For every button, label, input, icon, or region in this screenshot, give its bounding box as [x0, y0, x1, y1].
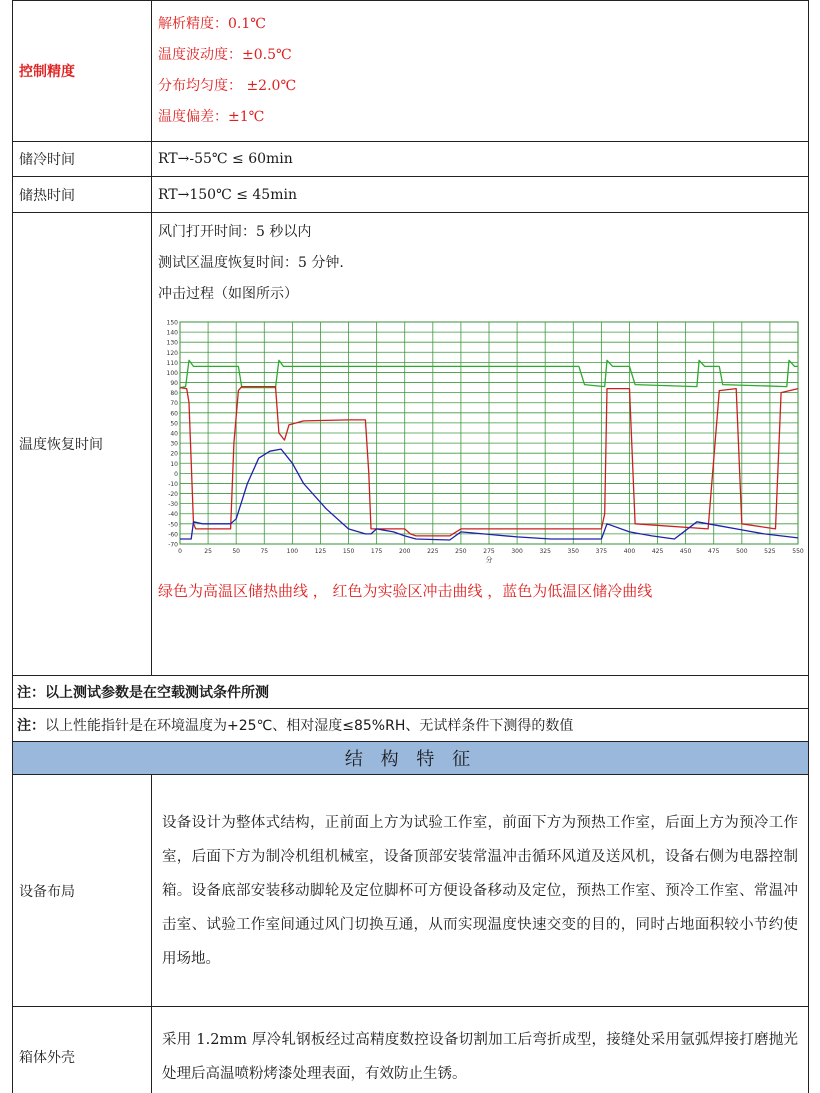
control-line-4: 温度偏差：±1℃: [158, 109, 265, 125]
x-tick-label: 0: [178, 548, 182, 555]
y-tick-label: 50: [170, 420, 178, 428]
x-tick-label: 300: [511, 548, 523, 555]
x-tick-label: 450: [679, 548, 692, 555]
control-line-1: 解析精度：0.1℃: [158, 16, 266, 32]
y-tick-label: 90: [170, 380, 178, 388]
y-tick-label: -10: [168, 480, 178, 488]
y-tick-label: 80: [170, 390, 178, 398]
x-tick-label: 100: [286, 548, 299, 555]
x-tick-label: 150: [342, 548, 355, 555]
chart-container: [158, 310, 808, 575]
y-tick-label: 0: [174, 470, 178, 478]
x-axis-label: 分: [485, 556, 493, 564]
control-line-3: 分布均匀度： ±2.0℃: [158, 78, 297, 94]
layout-label: 设备布局: [13, 775, 152, 1007]
shell-label: 箱体外壳: [13, 1007, 152, 1093]
x-tick-label: 375: [595, 548, 608, 555]
x-tick-label: 200: [399, 548, 411, 555]
x-tick-label: 250: [455, 548, 467, 555]
x-tick-label: 525: [764, 548, 776, 555]
y-tick-label: -70: [168, 541, 178, 549]
cold-storage-row: [13, 142, 809, 177]
x-tick-label: 125: [314, 548, 327, 555]
cold-storage-label: 储冷时间: [13, 142, 152, 177]
recovery-line-3: 冲击过程（如图所示）: [158, 286, 298, 302]
x-tick-label: 75: [260, 548, 269, 555]
y-tick-label: 120: [166, 349, 178, 357]
heat-storage-row: [13, 177, 809, 213]
note-row-1: [13, 676, 809, 709]
y-tick-label: -20: [168, 491, 178, 499]
y-tick-label: 140: [166, 329, 178, 337]
y-tick-label: 70: [170, 400, 178, 408]
x-tick-label: 350: [567, 548, 579, 555]
spec-table: [12, 0, 809, 1093]
shell-row: [13, 1007, 809, 1093]
note-row-2: [13, 709, 809, 742]
layout-text: 设备设计为整体式结构，正前面上方为试验工作室，前面下方为预热工作室，后面上方为预冷工作室，后面下方为制冷机组机械室，设备顶部安装常温冲击循环风道及送风机，设备右侧为电器控制箱。设备底部安装移动脚轮及定位脚杯可方便设备移动及定位，预热工作室、预冷工作室、常温冲击室、试验工作室间通过风门切换互通，从而实现温度快速交变的目的，同时占地面积较小节约使用场地。: [162, 814, 798, 967]
x-tick-label: 400: [623, 548, 636, 555]
y-tick-label: 60: [170, 410, 178, 418]
y-tick-label: 20: [170, 450, 178, 458]
y-tick-label: 30: [170, 440, 178, 448]
shell-text: 采用 1.2mm 厚冷轧钢板经过高精度数控设备切割加工后弯折成型，接缝处采用氩弧焊接打磨抛光处理后高温喷粉烤漆处理表面，有效防止生锈。: [162, 1031, 798, 1082]
y-tick-label: -30: [168, 501, 178, 509]
control-line-2: 温度波动度：±0.5℃: [158, 47, 292, 63]
x-tick-label: 550: [792, 548, 804, 555]
layout-row: [13, 775, 809, 1007]
structure-header: 结 构 特 征: [13, 742, 809, 775]
x-tick-label: 175: [370, 548, 383, 555]
x-tick-label: 425: [651, 548, 664, 555]
y-tick-label: 110: [166, 359, 178, 367]
note-2-prefix: 注：: [17, 718, 45, 734]
control-precision-label: 控制精度: [13, 1, 152, 142]
heat-storage-label: 储热时间: [13, 177, 152, 213]
x-tick-label: 500: [736, 548, 748, 555]
note-1: 注：以上测试参数是在空载测试条件所测: [13, 676, 809, 709]
x-tick-label: 25: [204, 548, 212, 555]
y-tick-label: 150: [166, 319, 178, 327]
layout-cell: [152, 775, 809, 1007]
y-tick-label: -60: [168, 531, 178, 539]
y-tick-label: 130: [166, 339, 178, 347]
recovery-label: 温度恢复时间: [13, 213, 152, 676]
y-tick-label: -50: [168, 521, 178, 529]
x-tick-label: 325: [539, 548, 551, 555]
control-precision-row: [13, 1, 809, 142]
note-2-cell: [13, 709, 809, 742]
x-tick-label: 275: [483, 548, 495, 555]
structure-header-row: [13, 742, 809, 775]
shell-cell: [152, 1007, 809, 1093]
x-tick-label: 475: [708, 548, 720, 555]
x-tick-label: 50: [232, 548, 241, 555]
y-tick-label: -40: [168, 511, 178, 519]
chart-caption: 绿色为高温区储热曲线 ， 红色为实验区冲击曲线 ，蓝色为低温区储冷曲线: [158, 582, 653, 600]
temperature-chart: [158, 316, 808, 571]
y-tick-label: 40: [170, 430, 178, 438]
note-2-text: 以上性能指针是在环境温度为+25℃、相对湿度≤85%RH、无试样条件下测得的数值: [45, 718, 574, 734]
recovery-line-1: 风门打开时间：5 秒以内: [158, 224, 312, 240]
recovery-line-2: 测试区温度恢复时间：5 分钟.: [158, 255, 344, 271]
x-tick-label: 225: [427, 548, 439, 555]
recovery-row: [13, 213, 809, 676]
recovery-content: [152, 213, 809, 676]
control-precision-values: [152, 1, 809, 142]
y-tick-label: 10: [170, 460, 178, 468]
y-tick-label: 100: [166, 369, 178, 377]
heat-storage-value: RT→150℃ ≤ 45min: [152, 177, 809, 213]
cold-storage-value: RT→-55℃ ≤ 60min: [152, 142, 809, 177]
